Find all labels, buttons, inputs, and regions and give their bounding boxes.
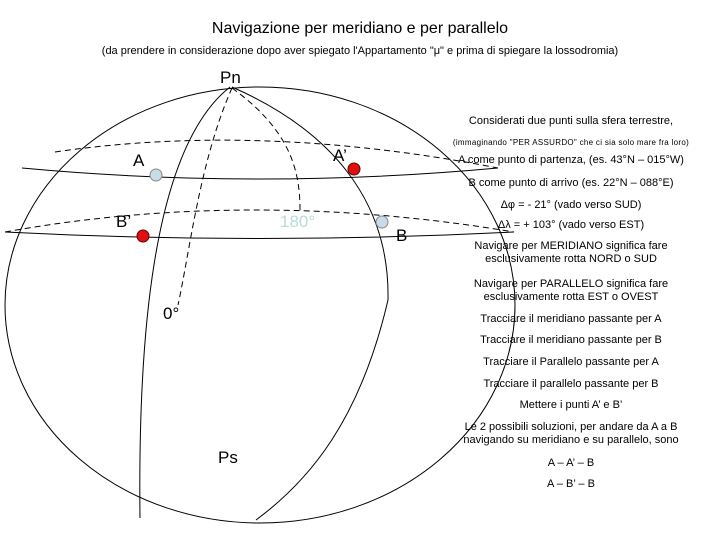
note-step-meridian-b: Tracciare il meridiano passante per B <box>480 334 662 346</box>
label-point-b-prime: B’ <box>116 212 132 231</box>
note-step-parallel-a: Tracciare il Parallelo passante per A <box>483 356 659 368</box>
note-delta-lambda: Δλ = + 103° (vado verso EST) <box>497 219 645 231</box>
note-solution-2: A – B’ – B <box>547 478 595 490</box>
point-a-prime <box>348 163 360 175</box>
meridian-a <box>140 87 230 518</box>
label-point-a: A <box>133 151 145 170</box>
meridian-b <box>232 87 388 300</box>
page-subtitle: (da prendere in considerazione dopo aver spiegato l'Appartamento "μ" e prima di spiegare la lossodromia) <box>101 45 619 57</box>
page-title: Navigazione per meridiano e per parallelo <box>211 20 509 37</box>
label-south-pole: Ps <box>218 448 238 467</box>
note-assumption: (immaginando "PER ASSURDO" che ci sia solo mare fra loro) <box>452 138 690 147</box>
parallel-a-front <box>22 168 498 179</box>
meridian-180 <box>232 88 300 210</box>
label-north-pole: Pn <box>220 68 241 87</box>
note-point-b: B come punto di arrivo (es. 22°N – 088°E) <box>468 177 674 189</box>
note-step-meridian-a: Tracciare il meridiano passante per A <box>480 313 662 325</box>
meridian-b-lower <box>256 300 388 520</box>
parallel-b-back <box>5 210 514 232</box>
note-delta-phi: Δφ = - 21° (vado verso SUD) <box>500 199 642 211</box>
sphere-outline <box>5 87 515 523</box>
note-meridian-definition: Navigare per MERIDIANO significa fare esclusivamente rotta NORD o SUD <box>474 240 668 265</box>
note-parallel-definition: Navigare per PARALLELO significa fare esclusivamente rotta EST o OVEST <box>473 278 669 303</box>
parallel-a-back <box>55 140 498 168</box>
point-b <box>376 216 388 228</box>
label-point-a-prime: A’ <box>333 146 347 165</box>
label-point-b: B <box>396 226 408 245</box>
point-a <box>150 169 162 181</box>
note-intro: Considerati due punti sulla sfera terrestre, <box>468 115 674 127</box>
point-b-prime <box>137 230 149 242</box>
note-point-a: A come punto di partenza, (es. 43°N – 015°W) <box>458 154 684 166</box>
meridian-zero-back <box>178 88 232 305</box>
note-solutions-intro: Le 2 possibili soluzioni, per andare da A a B navigando su meridiano e su parallelo, sono <box>463 421 679 446</box>
label-meridian-180: 180° <box>280 212 316 231</box>
note-solution-1: A – A’ – B <box>547 457 595 469</box>
label-meridian-0: 0° <box>163 304 180 323</box>
parallel-b-front <box>5 232 514 239</box>
note-step-points: Mettere i punti A’ e B’ <box>519 399 623 411</box>
note-step-parallel-b: Tracciare il parallelo passante per B <box>483 378 659 390</box>
